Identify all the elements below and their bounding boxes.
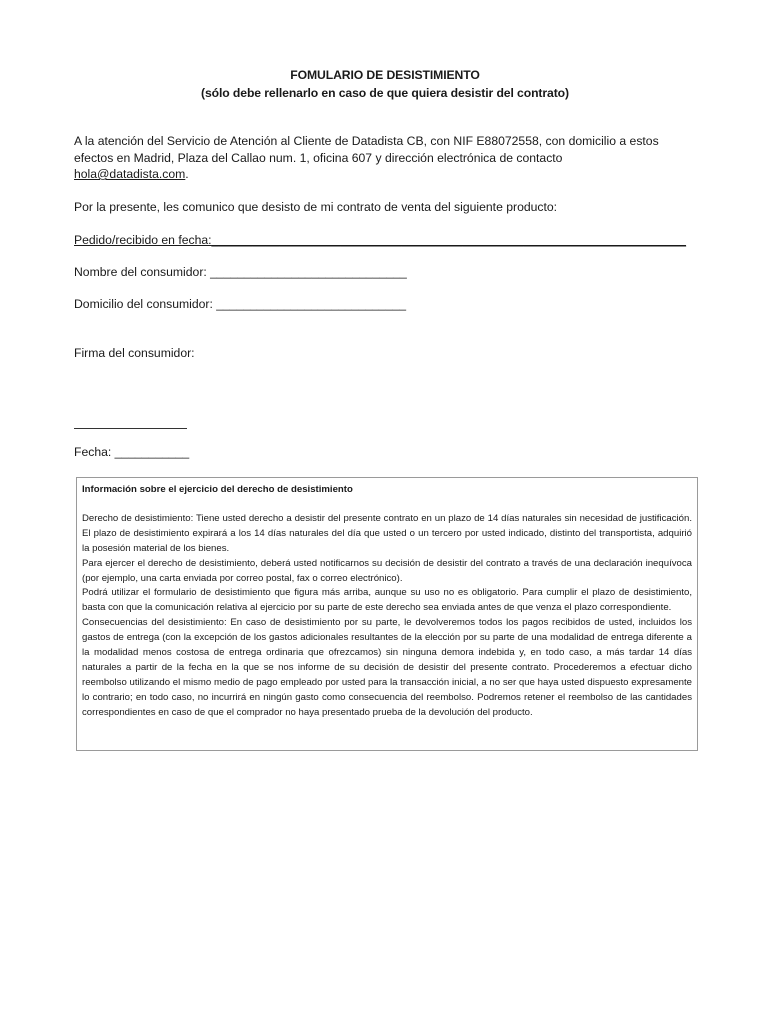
- domicilio-label: Domicilio del consumidor:: [74, 297, 213, 311]
- pedido-field[interactable]: [74, 232, 687, 249]
- contact-email-link[interactable]: hola@datadista.com: [74, 167, 186, 181]
- nombre-line[interactable]: _____________________________: [210, 265, 407, 279]
- intro-text: A la atención del Servicio de Atención al Cliente de Datadista CB, con NIF E88072558, con domicilio a estos efectos en Madrid, Plaza del Callao num. 1, oficina 607 y dirección electrónica de contacto: [74, 134, 659, 165]
- intro-paragraph: [74, 133, 676, 183]
- form-title: FOMULARIO DE DESISTIMIENTO: [290, 68, 480, 82]
- info-box: [76, 477, 698, 751]
- pedido-line[interactable]: ______________________________________________________________________: [211, 233, 687, 247]
- signature-line[interactable]: [74, 428, 187, 429]
- info-paragraph-derecho: Derecho de desistimiento: Tiene usted derecho a desistir del presente contrato en un plazo de 14 días naturales sin necesidad de justificación. El plazo de desistimiento expirará a los 14 días naturales del día que usted o un tercero por usted indicado, distinto del transportista, adquirió la posesión material de los bienes.: [82, 512, 692, 554]
- nombre-field[interactable]: [74, 265, 407, 279]
- fecha-line[interactable]: ___________: [114, 445, 190, 459]
- fecha-label: Fecha:: [74, 445, 112, 459]
- info-paragraph-ejercer: Para ejercer el derecho de desistimiento, deberá usted notificarnos su decisión de desistir del contrato a través de una declaración inequívoca (por ejemplo, una carta enviada por correo postal, fax o correo electrónico).: [82, 557, 692, 584]
- domicilio-line[interactable]: ____________________________: [216, 297, 407, 311]
- presente-paragraph: Por la presente, les comunico que desisto de mi contrato de venta del siguiente producto:: [74, 200, 558, 214]
- form-subtitle: (sólo debe rellenarlo en caso de que quiera desistir del contrato): [201, 86, 569, 100]
- intro-end: .: [185, 167, 189, 181]
- info-title: Información sobre el ejercicio del derecho de desistimiento: [82, 484, 353, 495]
- info-paragraph-formulario: Podrá utilizar el formulario de desistimiento que figura más arriba, aunque su uso no es obligatorio. Para cumplir el plazo de desistimiento, basta con que la comunicación relativa al ejercicio por su parte de este derecho sea enviada antes de que venza el plazo correspondiente.: [82, 587, 692, 614]
- pedido-label: Pedido/recibido en fecha:: [74, 233, 212, 247]
- fecha-field[interactable]: [74, 445, 189, 459]
- domicilio-field[interactable]: [74, 297, 406, 311]
- info-paragraph-consecuencias: Consecuencias del desistimiento: En caso de desistimiento por su parte, le devolveremos todos los pagos recibidos de usted, incluidos los gastos de entrega (con la excepción de los gastos adicionales resultantes de la elección por su parte de una modalidad de entrega diferente a la modalidad menos costosa de entrega ordinaria que ofrezcamos) sin ninguna demora indebida y, en todo caso, a más tardar 14 días naturales a partir de la fecha en la que se nos informe de su decisión de desistir del presente contrato. Procederemos a efectuar dicho reembolso utilizando el mismo medio de pago empleado por usted para la transacción inicial, a no ser que haya usted dispuesto expresamente lo contrario; en todo caso, no incurrirá en ningún gasto como consecuencia del reembolso. Podremos retener el reembolso de las cantidades correspondientes en caso de que el comprador no haya presentado prueba de la devolución del producto.: [82, 617, 692, 718]
- firma-label: Firma del consumidor:: [74, 346, 195, 360]
- nombre-label: Nombre del consumidor:: [74, 265, 207, 279]
